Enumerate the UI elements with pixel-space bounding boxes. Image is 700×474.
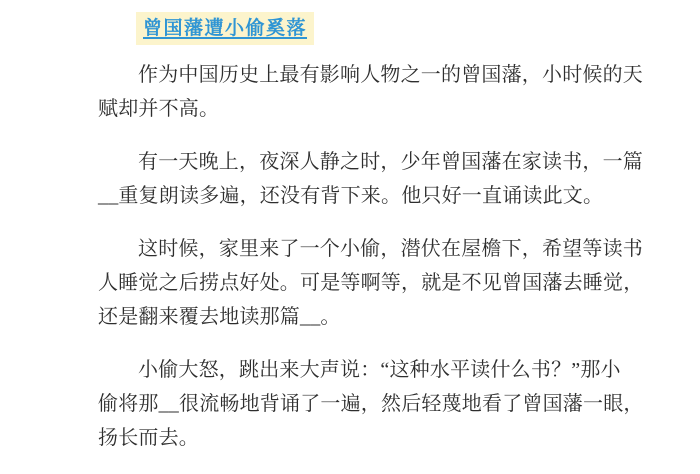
text-line: 有一天晚上，夜深人静之时，少年曾国藩在家读书，一篇 [138,151,643,173]
text-line: __重复朗读多遍，还没有背下来。他只好一直诵读此文。 [98,185,604,207]
paragraph-3 [98,232,658,334]
text-line: 这时候，家里来了一个小偷，潜伏在屋檐下，希望等读书 [138,238,643,260]
text-line: 赋却并不高。 [98,98,220,120]
paragraph-1 [98,58,658,126]
article-body [98,58,658,474]
text-line: 小偷大怒，跳出来大声说：“这种水平读什么书？”那小 [138,359,621,381]
paragraph-4 [98,353,658,455]
article-title-link[interactable]: 曾国藩遭小偷奚落 [136,12,314,45]
text-line: 人睡觉之后捞点好处。可是等啊等，就是不见曾国藩去睡觉， [98,272,644,294]
article-title-wrap [136,12,314,45]
text-line: 扬长而去。 [98,427,199,449]
paragraph-2 [98,145,658,213]
text-line: 偷将那__很流畅地背诵了一遍，然后轻蔑地看了曾国藩一眼， [98,393,644,415]
text-line: 作为中国历史上最有影响人物之一的曾国藩，小时候的天 [138,64,643,86]
text-line: 还是翻来覆去地读那篇__。 [98,306,341,328]
